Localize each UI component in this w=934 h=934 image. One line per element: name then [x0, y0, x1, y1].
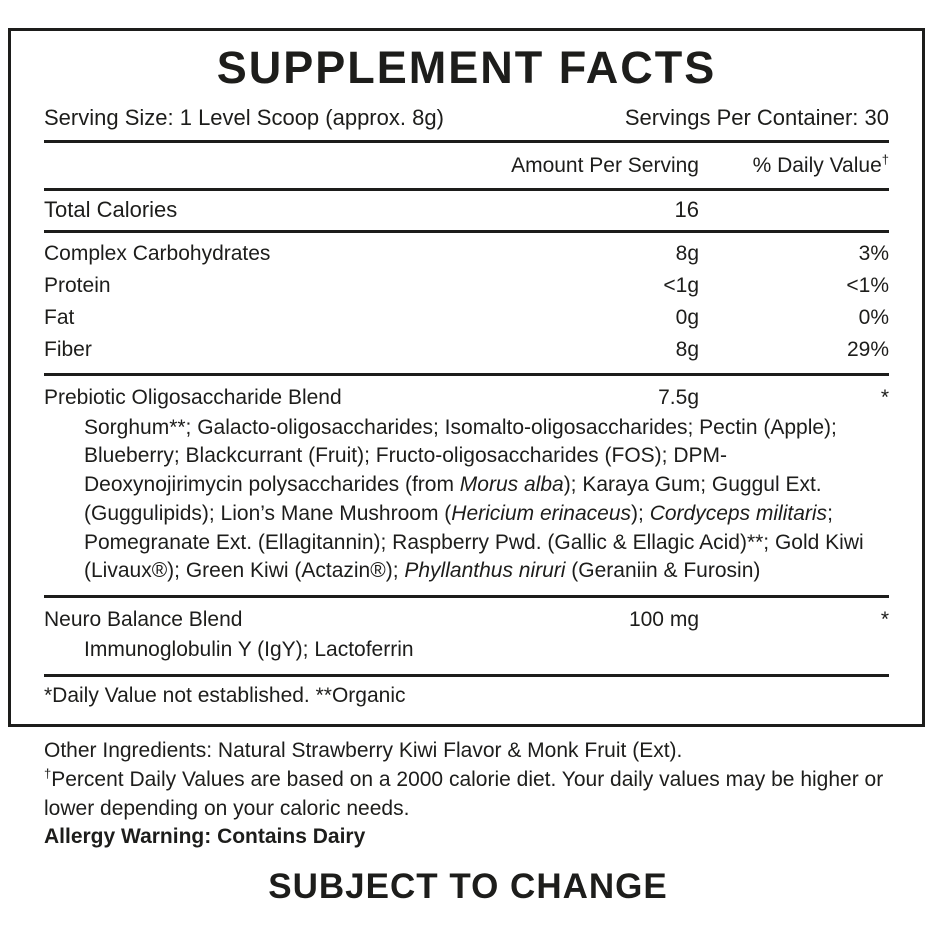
nutrient-name: Fiber — [44, 337, 92, 361]
neuro-blend-section — [44, 598, 889, 674]
blend-header-row — [44, 605, 889, 635]
nutrient-daily-value: 3% — [858, 241, 889, 265]
nutrient-name: Complex Carbohydrates — [44, 241, 271, 265]
nutrient-amount: 8g — [675, 337, 699, 361]
blend-header-row — [44, 383, 889, 413]
nutrient-amount: <1g — [663, 273, 699, 297]
dagger-icon: † — [44, 765, 52, 781]
amount-column-header: Amount Per Serving — [511, 153, 699, 177]
prebiotic-blend-section — [44, 376, 889, 596]
blend-amount: 7.5g — [658, 385, 699, 409]
allergy-warning-text: Allergy Warning: Contains Dairy — [44, 825, 366, 849]
nutrient-amount: 8g — [675, 241, 699, 265]
nutrient-row — [44, 334, 889, 366]
blend-name: Prebiotic Oligosaccharide Blend — [44, 385, 342, 409]
nutrient-amount: 0g — [675, 305, 699, 329]
daily-value-note-text: Percent Daily Values are based on a 2000 calorie diet. Your daily values may be higher or lower depending on your caloric needs. — [44, 767, 884, 820]
daily-value-footnote: *Daily Value not established. **Organic — [44, 683, 406, 707]
calories-label: Total Calories — [44, 196, 178, 222]
calories-row — [44, 191, 889, 230]
blend-amount: 100 mg — [628, 608, 699, 632]
blend-name: Neuro Balance Blend — [44, 608, 243, 632]
panel-title: SUPPLEMENT FACTS — [216, 42, 717, 93]
nutrient-name: Protein — [44, 273, 111, 297]
serving-info-row — [44, 105, 889, 131]
supplement-facts-panel — [8, 28, 925, 727]
subject-to-change-text: SUBJECT TO CHANGE — [268, 867, 668, 907]
serving-size-text: Serving Size: 1 Level Scoop (approx. 8g) — [44, 104, 444, 130]
nutrient-daily-value: 0% — [858, 305, 889, 329]
blend-ingredients-list: Immunoglobulin Y (IgY); Lactoferrin — [84, 638, 414, 662]
blend-daily-value: * — [880, 608, 889, 632]
nutrient-rows — [44, 233, 889, 373]
nutrient-daily-value: 29% — [846, 337, 889, 361]
footer-notes — [44, 737, 892, 907]
dagger-icon: † — [881, 151, 889, 167]
blend-daily-value: * — [880, 385, 889, 409]
daily-value-column-header — [699, 151, 889, 178]
nutrient-row — [44, 302, 889, 334]
nutrient-name: Fat — [44, 305, 75, 329]
nutrient-daily-value: <1% — [846, 273, 889, 297]
nutrient-row — [44, 238, 889, 270]
other-ingredients-text: Other Ingredients: Natural Strawberry Kiwi Flavor & Monk Fruit (Ext). — [44, 739, 683, 762]
calories-amount: 16 — [674, 196, 699, 222]
daily-value-note — [44, 766, 892, 824]
blend-ingredients-list: Sorghum**; Galacto-oligosaccharides; Isomalto-oligosaccharides; Pectin (Apple); Blueberry; Blackcurrant (Fruit); Fructo-oligosaccharides (FOS); DPM-Deoxynojirimycin polysaccharides (from Morus alba); Karaya Gum; Guggul Ext. (Guggulipids); Lion’s Mane Mushroom (Hericium erinaceus); Cordyceps militaris; Pomegranate Ext. (Ellagitannin); Raspberry Pwd. (Gallic & Ellagic Acid)**; Gold Kiwi (Livaux®); Green Kiwi (Actazin®); Phyllanthus niruri (Geraniin & Furosin) — [84, 415, 864, 583]
servings-per-container-text: Servings Per Container: 30 — [624, 104, 889, 130]
nutrient-row — [44, 270, 889, 302]
daily-value-header-text: % Daily Value — [752, 153, 882, 177]
column-header-row — [44, 143, 889, 188]
